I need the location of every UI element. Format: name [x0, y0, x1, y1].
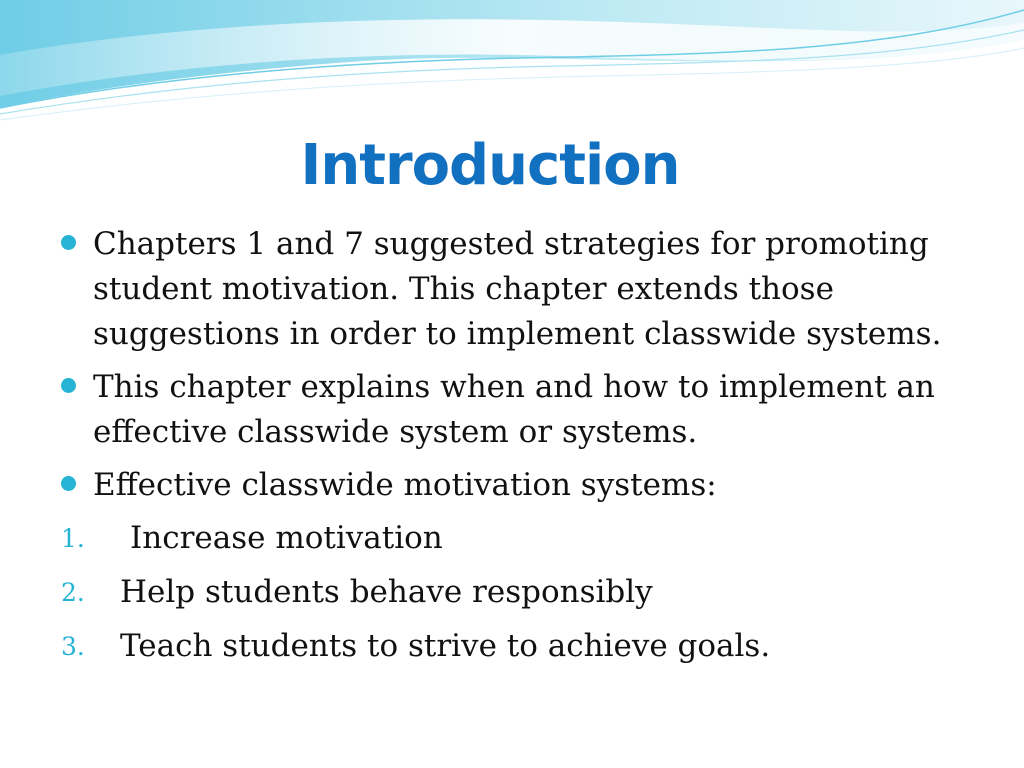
slide-title: Introduction	[300, 133, 680, 198]
numbered-text: Teach students to strive to achieve goals.	[120, 628, 771, 664]
numbered-text: Increase motivation	[130, 520, 443, 556]
bullet-item	[0, 365, 1000, 455]
bullet-text: Chapters 1 and 7 suggested strategies for promoting student motivation. This chapter extends those suggestions in order to implement classwide systems.	[93, 226, 942, 352]
bullet-dot-icon	[61, 476, 76, 491]
header-wave-decoration	[0, 0, 1024, 130]
bullet-dot-icon	[61, 378, 76, 393]
bullet-text: This chapter explains when and how to implement an effective classwide system or systems.	[93, 369, 935, 450]
numbered-text: Help students behave responsibly	[120, 574, 653, 610]
numbered-item	[0, 624, 1000, 669]
number-marker: 3.	[61, 632, 85, 661]
number-marker: 2.	[61, 578, 85, 607]
slide-body	[0, 222, 1000, 678]
bullet-item	[0, 463, 1000, 508]
bullet-text: Effective classwide motivation systems:	[93, 467, 717, 503]
bullet-item	[0, 222, 1000, 357]
numbered-item	[0, 570, 1000, 615]
bullet-dot-icon	[61, 235, 76, 250]
numbered-item	[0, 516, 1000, 561]
number-marker: 1.	[61, 524, 85, 553]
